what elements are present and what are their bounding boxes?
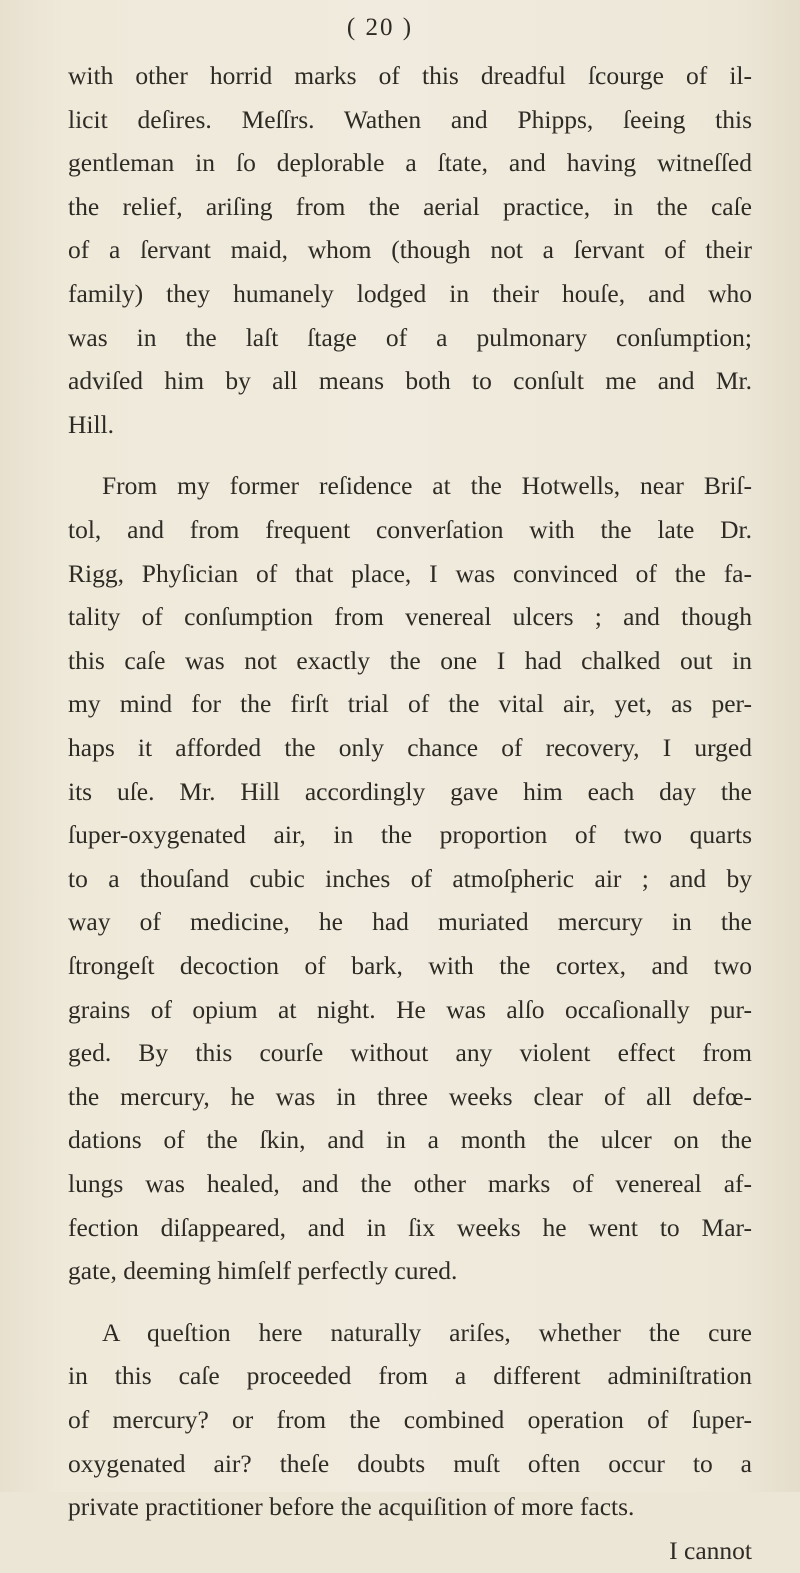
text-line: dations of the ſkin, and in a month the ulcer on the bbox=[68, 1125, 752, 1155]
text-line: gentleman in ſo deplorable a ſtate, and having witneſſed bbox=[68, 148, 752, 178]
text-line: with other horrid marks of this dreadful ſcourge of il- bbox=[68, 61, 752, 90]
text-line: of mercury? or from the combined operation of ſuper- bbox=[68, 1405, 752, 1434]
text-line: its uſe. Mr. Hill accordingly gave him each day the bbox=[68, 776, 752, 806]
text-line: tality of conſumption from venereal ulcers ; and though bbox=[68, 602, 752, 632]
text-line: From my former reſidence at the Hotwells, near Briſ- bbox=[102, 471, 752, 501]
text-line: this caſe was not exactly the one I had chalked out in bbox=[68, 645, 752, 675]
text-line: of a ſervant maid, whom (though not a ſervant of their bbox=[68, 235, 752, 265]
text-line: my mind for the firſt trial of the vital air, yet, as per- bbox=[68, 689, 752, 719]
text-line: tol, and from frequent converſation with the late Dr. bbox=[68, 515, 752, 544]
text-line: grains of opium at night. He was alſo occaſionally pur- bbox=[68, 994, 752, 1024]
catchword: I cannot bbox=[669, 1535, 752, 1565]
text-line: in this caſe proceeded from a different adminiſtration bbox=[68, 1361, 752, 1391]
text-line: family) they humanely lodged in their houſe, and who bbox=[68, 279, 752, 308]
text-line: ged. By this courſe without any violent effect from bbox=[68, 1038, 752, 1068]
text-line: licit deſires. Meſſrs. Wathen and Phipps, ſeeing this bbox=[68, 104, 752, 134]
text-line: the mercury, he was in three weeks clear of all defœ- bbox=[68, 1081, 752, 1111]
text-line: lungs was healed, and the other marks of venereal af- bbox=[68, 1169, 752, 1198]
text-line: haps it afforded the only chance of recovery, I urged bbox=[68, 733, 752, 762]
text-line: to a thouſand cubic inches of atmoſpheric air ; and by bbox=[68, 863, 752, 893]
text-line: Hill. bbox=[68, 409, 115, 439]
text-line: oxygenated air? theſe doubts muſt often occur to a bbox=[68, 1448, 752, 1478]
text-line: the relief, ariſing from the aerial practice, in the caſe bbox=[68, 191, 752, 221]
text-line: fection diſappeared, and in ſix weeks he went to Mar- bbox=[68, 1212, 752, 1242]
text-line: ſuper-oxygenated air, in the proportion of two quarts bbox=[68, 820, 752, 850]
text-line: gate, deeming himſelf perfectly cured. bbox=[68, 1256, 458, 1286]
text-line: A queſtion here naturally ariſes, whether the cure bbox=[102, 1317, 752, 1347]
text-line: way of medicine, he had muriated mercury in the bbox=[68, 907, 752, 937]
text-line: ſtrongeſt decoction of bark, with the cortex, and two bbox=[68, 951, 752, 980]
page-number: ( 20 ) bbox=[346, 14, 414, 41]
text-line: adviſed him by all means both to conſult me and Mr. bbox=[68, 366, 752, 396]
text-line: was in the laſt ſtage of a pulmonary conſumption; bbox=[68, 322, 752, 352]
text-line: private practitioner before the acquiſition of more facts. bbox=[68, 1492, 635, 1522]
text-line: Rigg, Phyſician of that place, I was convinced of the fa- bbox=[68, 558, 752, 588]
